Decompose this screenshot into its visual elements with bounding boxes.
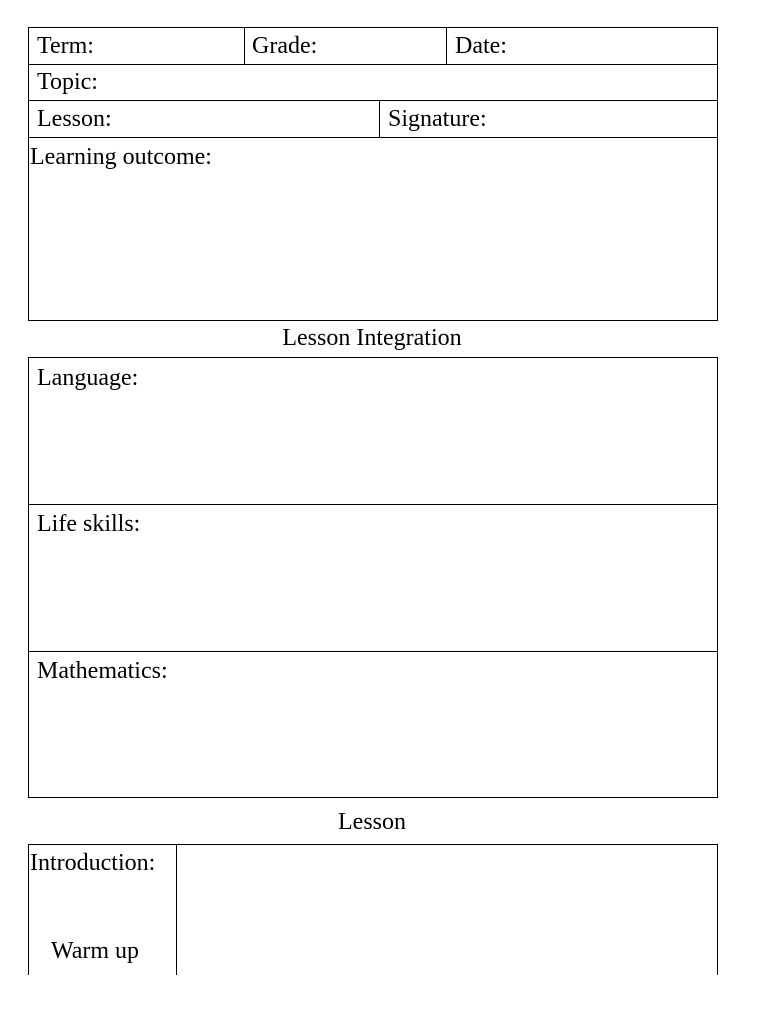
learning-outcome-label: Learning outcome: (30, 144, 212, 170)
term-label: Term: (37, 33, 94, 59)
language-label: Language: (37, 365, 139, 391)
header-divider-2 (28, 100, 718, 101)
introduction-content-divider (176, 844, 177, 975)
header-divider-3 (28, 137, 718, 138)
lesson-label: Lesson: (37, 106, 112, 132)
introduction-label: Introduction: (30, 850, 156, 876)
term-grade-divider (244, 27, 245, 65)
header-table (28, 27, 718, 321)
grade-date-divider (446, 27, 447, 65)
header-divider-1 (28, 64, 718, 65)
topic-label: Topic: (37, 69, 98, 95)
grade-label: Grade: (252, 33, 318, 59)
signature-label: Signature: (388, 106, 487, 132)
lesson-title: Lesson (338, 809, 406, 835)
integration-table (28, 357, 718, 798)
integration-divider-1 (28, 504, 718, 505)
life-skills-label: Life skills: (37, 511, 141, 537)
lesson-integration-title: Lesson Integration (282, 325, 462, 351)
integration-divider-2 (28, 651, 718, 652)
mathematics-label: Mathematics: (37, 658, 168, 684)
date-label: Date: (455, 33, 507, 59)
lesson-signature-divider (379, 100, 380, 138)
warm-up-label: Warm up (51, 938, 140, 964)
